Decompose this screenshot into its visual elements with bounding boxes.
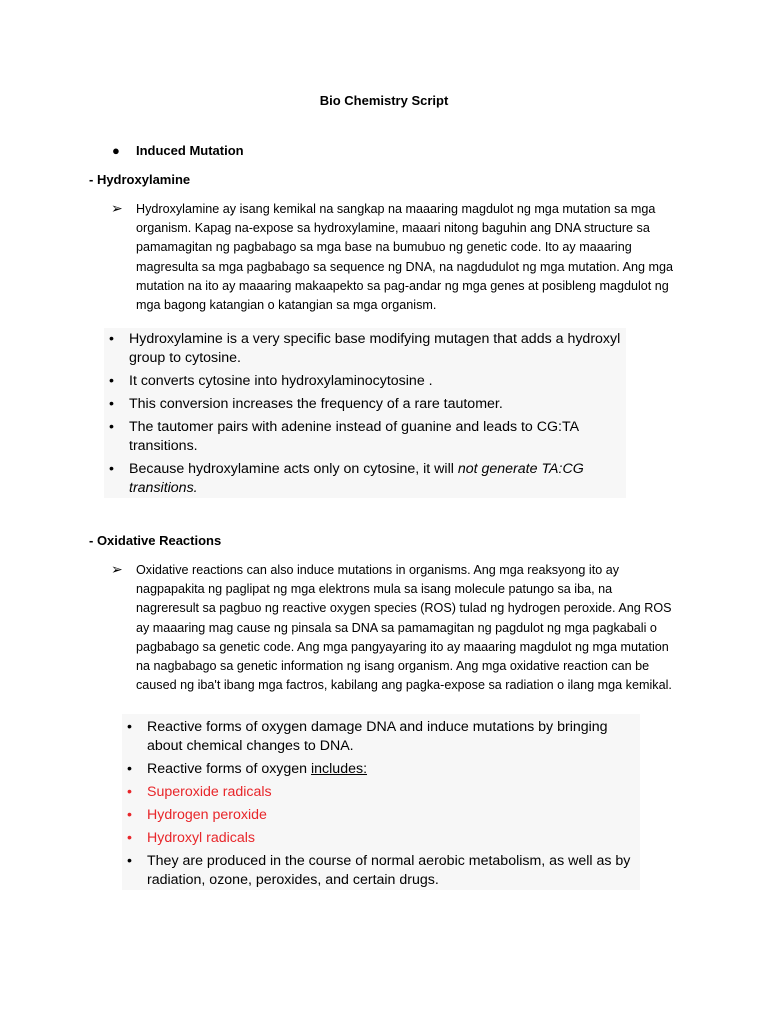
bullet-dot-icon: • [127, 761, 132, 777]
paragraph-oxidative: Oxidative reactions can also induce mutations in organisms. Ang mga reaksyong ito ay nagpapakita ng paglipat ng mga elektrons mula sa isang molecule patungo sa iba, na nagreresult sa pagbuo ng reactive oxygen species (ROS) tulad ng hydrogen peroxide. Ang ROS ay maaaring mag cause ng pinsala sa DNA sa pamamagitan ng pagdulot ng mga pagkabali o pagbabago sa genetic code. Ang mga pangyayaring ito ay maaaring magdulot ng mga mutation na nagbabago sa genetic information ng isang organism. Ang mga oxidative reaction can be caused ng iba't ibang mga factros, kabilang ang pagka-expose sa radiation o ilang mga kemikal. [136, 563, 672, 693]
slide-item: • Reactive forms of oxygen damage DNA and induce mutations by bringing about chemical changes to DNA. [127, 719, 608, 754]
slide-item: • The tautomer pairs with adenine instead of guanine and leads to CG:TA transitions. [109, 419, 579, 454]
bullet-dot-icon: • [127, 719, 132, 735]
bullet-dot-icon: • [109, 396, 114, 412]
bullet-dot-icon: • [109, 373, 114, 389]
slide-item: • They are produced in the course of normal aerobic metabolism, as well as by radiation, ozone, peroxides, and certain drugs. [127, 853, 631, 888]
slide-image-oxidative [122, 714, 640, 890]
slide-item: • Reactive forms of oxygen includes: [127, 761, 368, 777]
bullet-dot-icon: • [109, 331, 114, 347]
slide-item: • Hydrogen peroxide [127, 807, 267, 823]
bullet-dot-icon: • [127, 807, 132, 823]
arrow-bullet-icon: ➢ [111, 200, 123, 216]
bullet-dot-icon: • [127, 830, 132, 846]
slide-item: • Because hydroxylamine acts only on cytosine, it will not generate TA:CG transitions. [109, 461, 584, 496]
slide-item: • Hydroxyl radicals [127, 830, 256, 846]
bullet-dot-icon: • [127, 853, 132, 869]
bullet-dot-icon: • [127, 784, 132, 800]
page-title: Bio Chemistry Script [319, 93, 449, 108]
bullet-dot-icon: • [109, 419, 114, 435]
slide-item: • This conversion increases the frequency of a rare tautomer. [109, 396, 503, 412]
bullet-dot-icon: • [109, 461, 114, 477]
bullet-dot-icon: ● [112, 143, 120, 158]
paragraph-hydroxylamine: Hydroxylamine ay isang kemikal na sangkap na maaaring magdulot ng mga mutation sa mga organism. Kapag na-expose sa hydroxylamine, maaari nitong baguhin ang DNA structure sa pamamagitan ng pagbabago sa mga base na bumubuo ng genetic code. Ito ay maaaring magresulta sa mga pagbabago sa sequence ng DNA, na nagdudulot ng mga mutation. Ang mga mutation na ito ay maaaring makaapekto sa pag-andar ng mga genes at posibleng magdulot ng mga bagong katangian o katangian sa mga organism. [136, 202, 673, 313]
arrow-bullet-icon: ➢ [111, 561, 123, 577]
slide-image-hydroxylamine [104, 328, 626, 498]
slide-item: • Superoxide radicals [127, 784, 272, 800]
slide-item: • Hydroxylamine is a very specific base modifying mutagen that adds a hydroxyl group to cytosine. [109, 331, 621, 366]
main-topic-label: Induced Mutation [136, 143, 244, 158]
slide-item: • It converts cytosine into hydroxylaminocytosine . [109, 373, 433, 389]
section-heading-hydroxylamine: - Hydroxylamine [89, 172, 191, 187]
section-heading-oxidative: - Oxidative Reactions [89, 533, 222, 548]
